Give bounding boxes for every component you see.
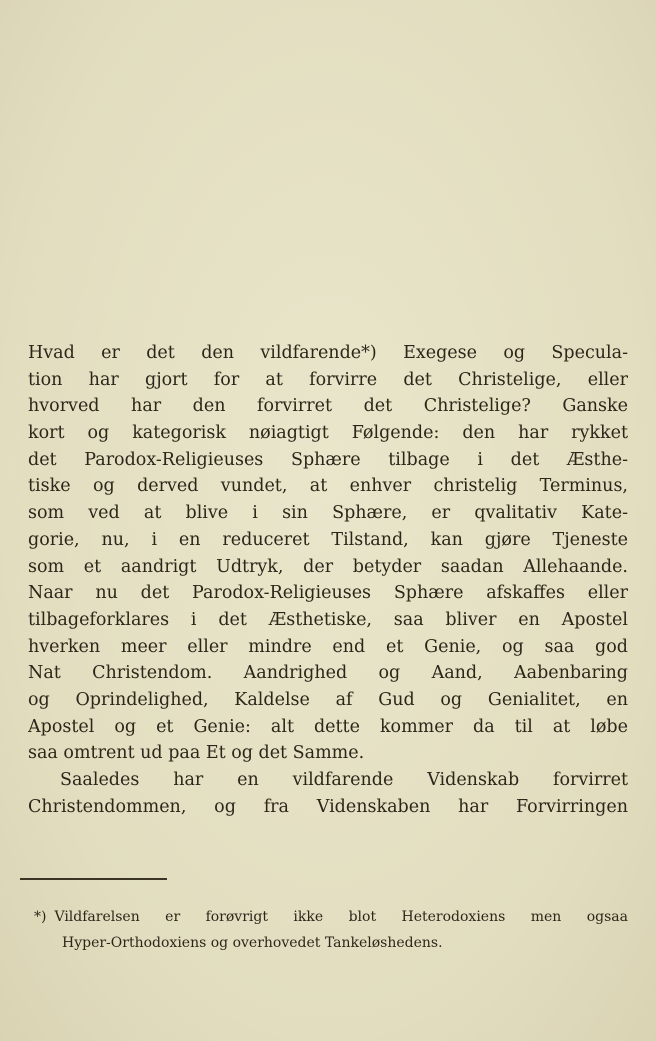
text-line: og Oprindelighed, Kaldelse af Gud og Genialitet, en — [28, 689, 628, 710]
text-line: Hvad er det den vildfarende*) Exegese og Specula- — [28, 343, 628, 363]
text-line: kort og kategorisk nøiagtigt Følgende: den har rykket — [28, 423, 628, 444]
text-line: Christendommen, og fra Videnskaben har Forvirringen — [28, 796, 628, 817]
text-line: hvorved har den forvirret det Christelige? Ganske — [28, 396, 628, 417]
footnote-line: Hyper-Orthodoxiens og overhovedet Tankeløshedens. — [62, 935, 443, 951]
text-line: tilbageforklares i det Æsthetiske, saa bliver en Apostel — [28, 609, 628, 630]
text-line: det Parodox-Religieuses Sphære tilbage i det Æsthe- — [28, 449, 628, 470]
text-line: Saaledes har en vildfarende Videnskab forvirret — [60, 770, 628, 790]
text-line: tion har gjort for at forvirre det Christelige, eller — [28, 369, 628, 390]
text-line: som et aandrigt Udtryk, der betyder saadan Allehaande. — [28, 556, 628, 577]
text-line: hverken meer eller mindre end et Genie, og saa god — [28, 636, 628, 657]
text-line: tiske og derved vundet, at enhver christelig Terminus, — [28, 476, 628, 497]
text-line: som ved at blive i sin Sphære, er qvalitativ Kate- — [28, 503, 628, 524]
footnote-line — [34, 904, 628, 930]
text-line: gorie, nu, i en reduceret Tilstand, kan gjøre Tjeneste — [28, 529, 628, 550]
footnote-marker: *) — [34, 909, 47, 925]
text-line: Apostel og et Genie: alt dette kommer da til at løbe — [28, 716, 628, 737]
footnote — [34, 904, 628, 956]
footnote-divider — [20, 878, 167, 880]
text-line: Nat Christendom. Aandrighed og Aand, Aabenbaring — [28, 663, 628, 684]
text-line: saa omtrent ud paa Et og det Samme. — [28, 743, 365, 764]
text-line: Naar nu det Parodox-Religieuses Sphære afskaffes eller — [28, 583, 628, 604]
main-text — [28, 340, 628, 820]
footnote-text: Vildfarelsen er forøvrigt ikke blot Heterodoxiens men ogsaa — [54, 909, 628, 925]
